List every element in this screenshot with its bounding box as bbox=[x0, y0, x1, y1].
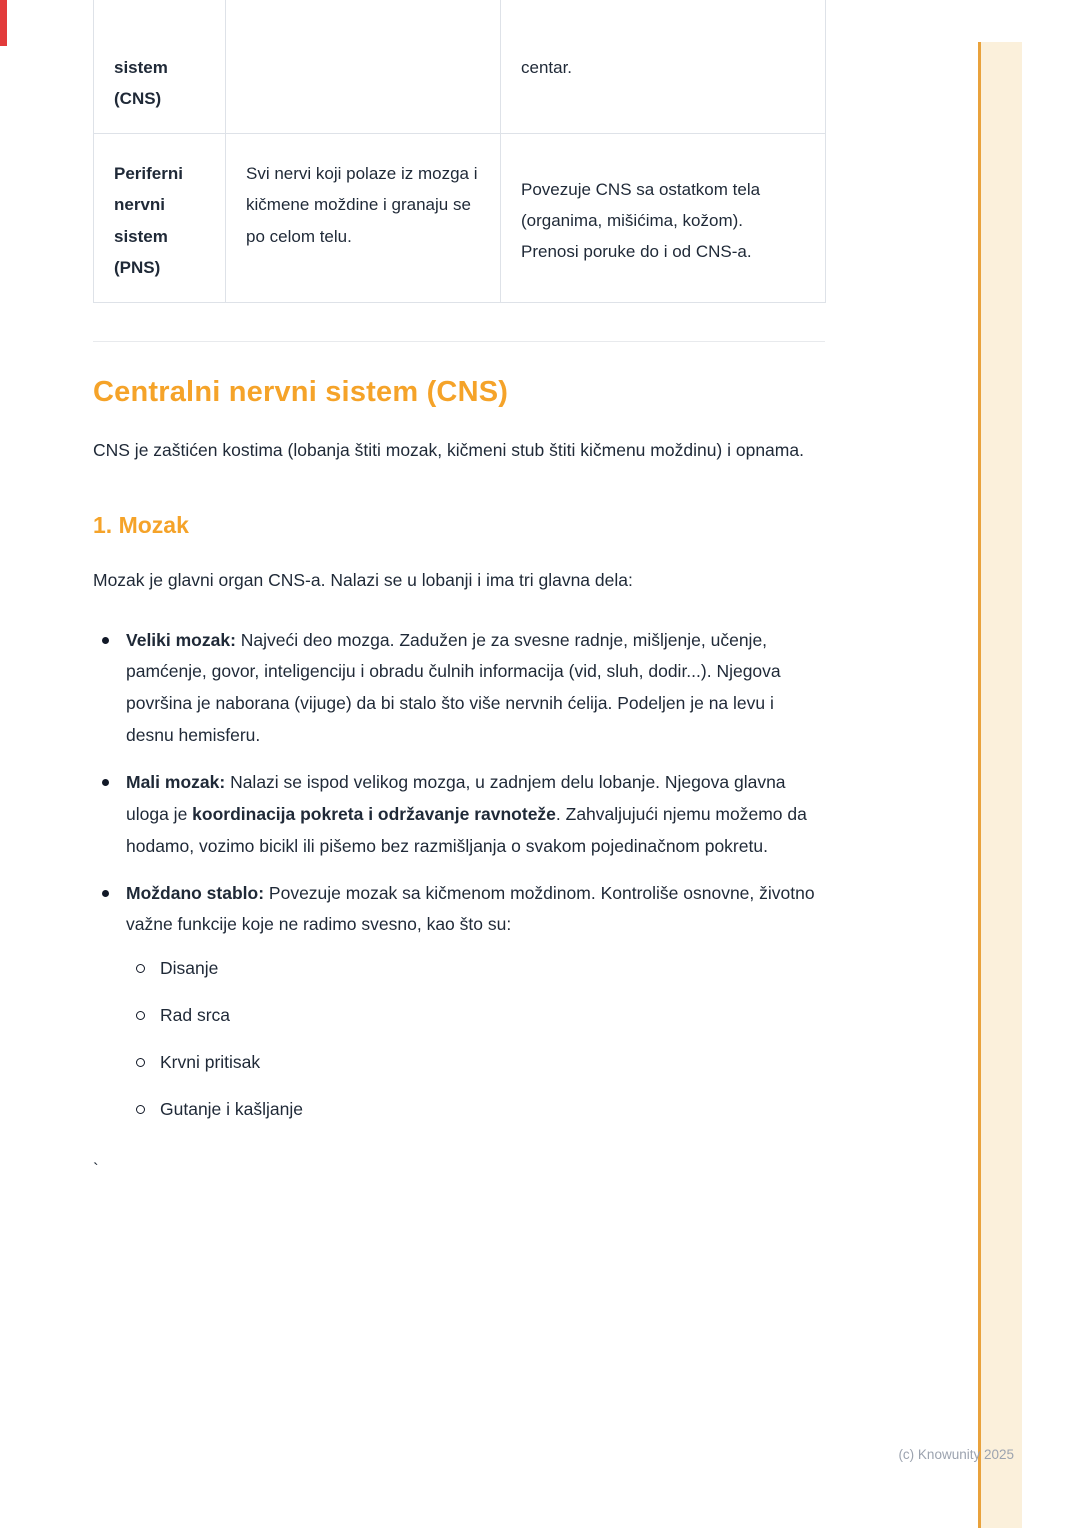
left-edge-red-marker bbox=[0, 0, 7, 46]
table-cell-function: Povezuje CNS sa ostatkom tela (organima, mišićima, kožom). Prenosi poruke do i od CNS-a. bbox=[501, 133, 826, 302]
circle-bullet-icon bbox=[136, 1058, 145, 1067]
section-divider bbox=[93, 341, 825, 342]
list-item-text: . Zahvaljujući njemu možemo da hodamo, vozimo bicikl ili pišemo bez razmišljanja o svakom pojedinačnom pokretu. bbox=[126, 803, 807, 856]
mozak-sub-title: 1. Mozak bbox=[93, 512, 189, 539]
document-content bbox=[93, 0, 825, 1180]
list-item-lead: Veliki mozak: bbox=[126, 629, 236, 650]
list-item bbox=[93, 767, 825, 863]
sub-list-item-text: Rad srca bbox=[160, 1005, 231, 1026]
circle-bullet-icon bbox=[136, 1105, 145, 1114]
table-cell-term: sistem (CNS) bbox=[94, 0, 226, 133]
list-item bbox=[93, 878, 825, 1126]
bullet-icon bbox=[102, 637, 109, 644]
sub-list-item bbox=[136, 1094, 825, 1126]
mozak-intro-paragraph: Mozak je glavni organ CNS-a. Nalazi se u lobanji i ima tri glavna dela: bbox=[93, 570, 633, 591]
bullet-icon bbox=[102, 779, 109, 786]
cns-intro-paragraph: CNS je zaštićen kostima (lobanja štiti mozak, kičmeni stub štiti kičmenu moždinu) i opnama. bbox=[93, 439, 804, 460]
brainstem-functions-list bbox=[136, 953, 825, 1125]
sub-list-item-text: Gutanje i kašljanje bbox=[160, 1098, 303, 1119]
table-row bbox=[94, 133, 826, 302]
nervous-system-table bbox=[93, 0, 826, 303]
sub-list-item-text: Disanje bbox=[160, 958, 219, 979]
table-cell-description bbox=[226, 0, 501, 133]
circle-bullet-icon bbox=[136, 964, 145, 973]
bullet-icon bbox=[102, 890, 109, 897]
list-item bbox=[93, 625, 825, 752]
list-item-lead: Moždano stablo: bbox=[126, 882, 265, 903]
right-side-highlight-band bbox=[978, 42, 1022, 1528]
list-item-text: Nalazi se ispod velikog mozga, u zadnjem delu lobanje. Njegova glavna uloga je bbox=[126, 772, 786, 824]
list-item-text: Povezuje mozak sa kičmenom moždinom. Kontroliše osnovne, životno važne funkcije koje ne radimo svesno, kao što su: bbox=[126, 882, 815, 935]
table-cell-term: Periferni nervni sistem (PNS) bbox=[94, 133, 226, 302]
copyright-footer: (c) Knowunity 2025 bbox=[898, 1447, 1014, 1462]
table-row bbox=[94, 0, 826, 133]
sub-list-item bbox=[136, 1000, 825, 1032]
sub-list-item-text: Krvni pritisak bbox=[160, 1051, 261, 1072]
sub-list-item bbox=[136, 1047, 825, 1079]
brain-parts-list bbox=[93, 625, 825, 1126]
sub-list-item bbox=[136, 953, 825, 985]
stray-backtick-mark: ` bbox=[93, 1159, 99, 1179]
table-cell-description: Svi nervi koji polaze iz mozga i kičmene moždine i granaju se po celom telu. bbox=[226, 133, 501, 302]
circle-bullet-icon bbox=[136, 1011, 145, 1020]
list-item-bold-phrase: koordinacija pokreta i održavanje ravnoteže bbox=[192, 803, 556, 824]
cns-section-title: Centralni nervni sistem (CNS) bbox=[93, 375, 509, 408]
table-cell-function: centar. bbox=[501, 0, 826, 133]
list-item-lead: Mali mozak: bbox=[126, 772, 226, 792]
list-item-text: Najveći deo mozga. Zadužen je za svesne radnje, mišljenje, učenje, pamćenje, govor, inteligenciju i obradu čulnih informacija (vid, sluh, dodir...). Njegova površina je naborana (vijuge) da bi stalo što više nervnih ćelija. Podeljen je na levu i desnu hemisferu. bbox=[126, 629, 781, 746]
